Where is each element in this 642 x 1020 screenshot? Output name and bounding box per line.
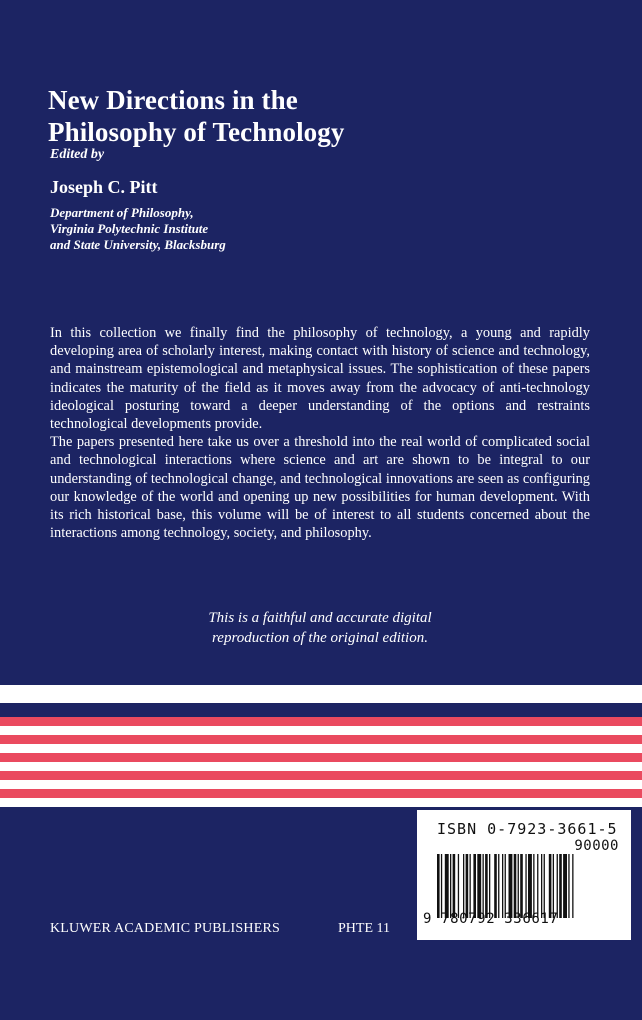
stripe-white xyxy=(0,726,642,735)
stripe-red xyxy=(0,771,642,780)
stripe-red xyxy=(0,717,642,726)
stripe-red xyxy=(0,753,642,762)
stripe-white xyxy=(0,798,642,807)
stripe-red xyxy=(0,735,642,744)
barcode-bars xyxy=(437,854,621,918)
stripe-white xyxy=(0,744,642,753)
editor-name: Joseph C. Pitt xyxy=(50,177,158,197)
decorative-stripes xyxy=(0,685,642,809)
stripe-white xyxy=(0,762,642,771)
stripe-white xyxy=(0,780,642,789)
description-paragraph-1: In this collection we finally find the philosophy of technology, a young and rapidly developing area of scholarly interest, making contact with history of science and technology, and mainstream epistemological and metaphysical issues. The sophistication of these papers indicates the maturity of the field as it moves away from the advocacy of anti-technology ideological posturing toward a deeper understanding of the options and restraints technological developments provide. xyxy=(50,325,590,433)
stripe-red xyxy=(0,789,642,798)
editor-affiliation xyxy=(50,205,350,253)
isbn-text: ISBN 0-7923-3661-5 xyxy=(437,820,618,838)
price-code: 90000 xyxy=(574,838,619,854)
stripe-white xyxy=(0,685,642,703)
ean-number: 9 780792 336617 xyxy=(423,911,559,927)
edited-by-label: Edited by xyxy=(50,147,105,162)
affiliation-line-1: Department of Philosophy, xyxy=(50,205,194,220)
reproduction-notice xyxy=(140,608,500,648)
publisher-name: KLUWER ACADEMIC PUBLISHERS xyxy=(50,921,280,936)
affiliation-line-3: and State University, Blacksburg xyxy=(50,237,226,252)
book-description xyxy=(50,324,590,542)
series-code: PHTE 11 xyxy=(338,921,390,936)
description-paragraph-2: The papers presented here take us over a threshold into the real world of complicated social and technological interactions where science and art are shown to be integral to our understanding of technological change, and technological innovations are seen as configuring our knowledge of the world and opening up new possibilities for human development. With its rich historical base, this volume will be of interest to all students concerned about the interactions among technology, society, and philosophy. xyxy=(50,434,590,542)
title-line-2: Philosophy of Technology xyxy=(48,117,345,147)
title-line-1: New Directions in the xyxy=(48,85,298,115)
affiliation-line-2: Virginia Polytechnic Institute xyxy=(50,221,209,236)
notice-line-2: reproduction of the original edition. xyxy=(212,630,428,646)
notice-line-1: This is a faithful and accurate digital xyxy=(208,610,432,626)
book-title xyxy=(48,84,608,148)
isbn-barcode xyxy=(417,810,631,940)
